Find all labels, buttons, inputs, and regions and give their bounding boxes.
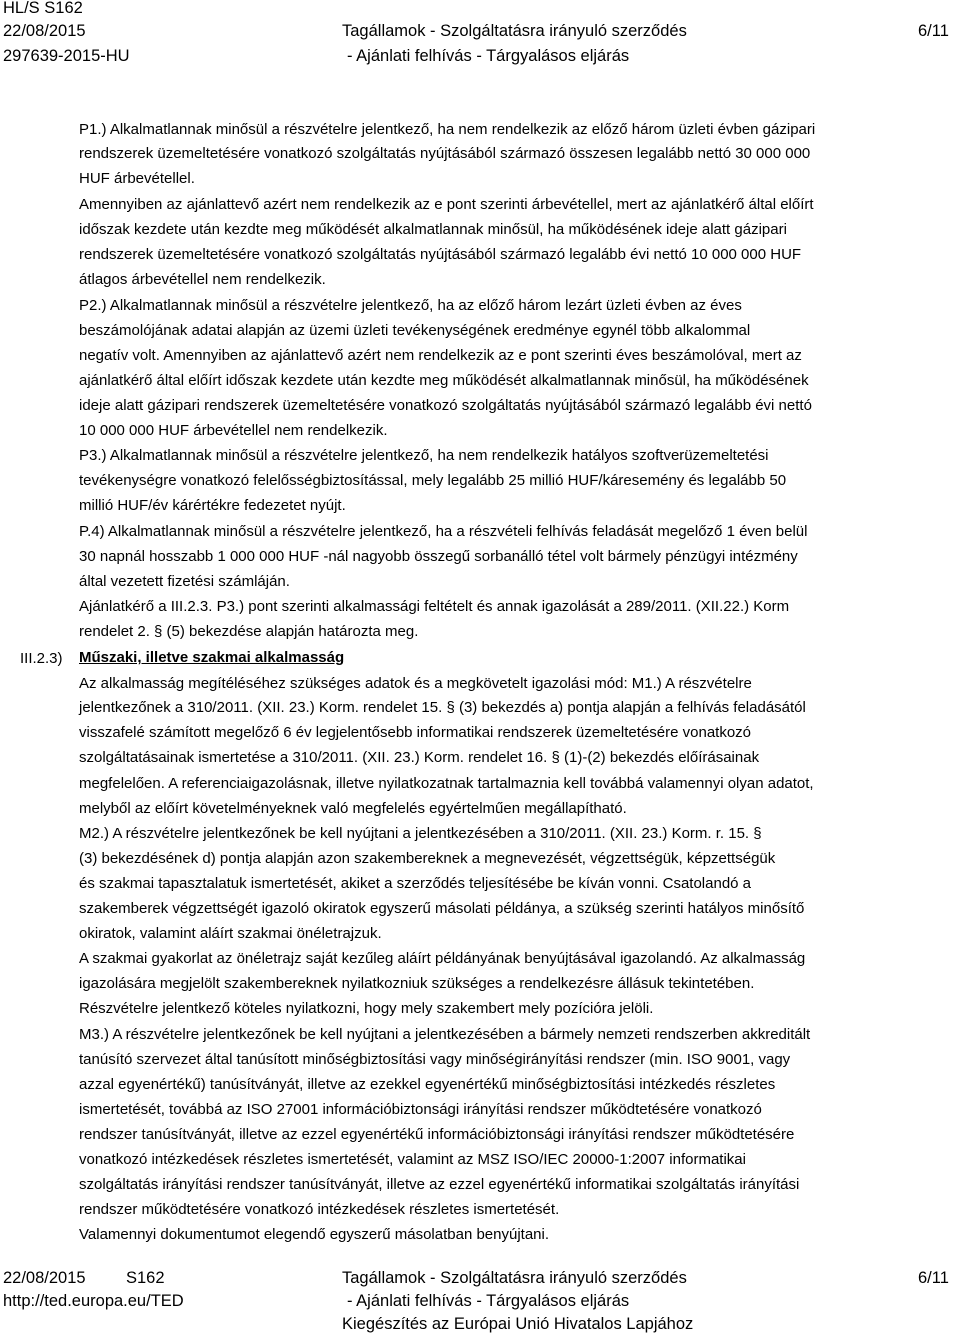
text-line: rendszerek üzemeltetésére vonatkozó szolgáltatás nyújtásából származó összesen legalább nettó 30 000 000 (79, 145, 811, 162)
text-line: és szakmai tapasztalatuk ismertetését, akiket a szerződés teljesítésébe be kíván vonni. Csatolandó a (79, 875, 752, 892)
text-line: P.4) Alkalmatlannak minősül a részvételre jelentkező, ha a részvételi felhívás feladását megelőző 1 éven belül (79, 523, 808, 540)
text-line: melyből az előírt követelményeknek való megfelelés egyértelműen megállapítható. (79, 800, 627, 817)
text-line: negatív volt. Amennyiben az ajánlattevő azért nem rendelkezik az e pont szerinti éves beszámolóval, mert az (79, 347, 802, 364)
text-line: rendszer működtetésére vonatkozó intézkedések részletes ismertetését. (79, 1201, 560, 1218)
text-line: P1.) Alkalmatlannak minősül a részvételre jelentkező, ha nem rendelkezik az előző három üzleti évben gázipari (79, 121, 816, 138)
text-line: P3.) Alkalmatlannak minősül a részvételre jelentkező, ha nem rendelkezik hatályos szoftverüzemeltetési (79, 447, 769, 464)
text-line: ismertetését, továbbá az ISO 27001 információbiztonsági irányítási rendszer működtetésére vonatkozó (79, 1101, 762, 1118)
text-line: Az alkalmasság megítéléséhez szükséges adatok és a megkövetelt igazolási mód: M1.) A részvételre (79, 675, 752, 692)
text-line: rendszerek üzemeltetésére vonatkozó szolgáltatás nyújtásából származó legalább évi nettó 10 000 000 HUF (79, 246, 802, 263)
text-line: átlagos árbevétellel nem rendelkezik. (79, 271, 326, 288)
text-line: időszak kezdete után kezdte meg működését alkalmatlannak minősül, ha működésének ideje alatt gázipari (79, 221, 787, 238)
footer-url-link[interactable]: http://ted.europa.eu/TED (3, 1292, 184, 1310)
text-line: M3.) A részvételre jelentkezőnek be kell nyújtani a jelentkezésében a bármely nemzeti rendszerben akkreditált (79, 1026, 811, 1043)
text-line: Részvételre jelentkező köteles nyilatkozni, hogy mely szakembert mely pozícióra jelöli. (79, 1000, 654, 1017)
text-line: által vezetett fizetési számláján. (79, 573, 290, 590)
header-notice-number: 297639-2015-HU (3, 47, 130, 65)
header-date: 22/08/2015 (3, 22, 86, 40)
text-line: (3) bekezdésének d) pontja alapján azon szakembereknek a megnevezését, végzettségük, képzettségük (79, 850, 776, 867)
text-line: szolgáltatásainak ismertetése a 310/2011. (XII. 23.) Korm. rendelet 16. § (1)-(2) bekezdés előírásainak (79, 749, 760, 766)
text-line: beszámolójának adatai alapján az üzemi üzleti tevékenységének eredménye egynél több alkalommal (79, 322, 751, 339)
text-line: visszafelé számított megelőző 6 év legjelentősebb informatikai rendszerek üzemeltetésére vonatkozó (79, 724, 752, 741)
text-line: HUF árbevétellel. (79, 170, 195, 187)
text-line: jelentkezőnek a 310/2011. (XII. 23.) Korm. rendelet 15. § (3) bekezdés a) pontja alapján a felhívás feladásától (79, 699, 806, 716)
text-line: Amennyiben az ajánlattevő azért nem rendelkezik az e pont szerinti árbevétellel, mert az ajánlatkérő által előírt (79, 196, 814, 213)
section-title: Műszaki, illetve szakmai alkalmasság (79, 649, 345, 666)
text-line: okiratok, valamint aláírt szakmai önéletrajzuk. (79, 925, 382, 942)
text-line: Valamennyi dokumentumot elegendő egyszerű másolatban benyújtani. (79, 1226, 550, 1243)
text-line: A szakmai gyakorlat az önéletrajz saját kezűleg aláírt példányának benyújtásával igazolandó. Az alkalmasság (79, 950, 806, 967)
footer-issue: S162 (126, 1269, 165, 1287)
text-line: rendelet 2. § (5) bekezdése alapján határozta meg. (79, 623, 419, 640)
header-title-line1: Tagállamok - Szolgáltatásra irányuló szerződés (342, 22, 687, 40)
text-line: igazolására megjelölt szakembereknek nyilatkozniuk szükséges a rendelkezésre állásuk tekintetében. (79, 975, 755, 992)
text-line: szakemberek végzettségét igazoló okiratok egyszerű másolati példánya, a szükség szerinti hatályos minősítő (79, 900, 805, 917)
text-line: tanúsító szervezet által tanúsított minőségbiztosítási vagy minőségirányítási rendszer (min. ISO 9001, vagy (79, 1051, 791, 1068)
text-line: megfelelően. A referenciaigazolásnak, illetve nyilatkozatnak tartalmaznia kell továbbá valamennyi olyan adatot, (79, 775, 814, 792)
text-line: 10 000 000 HUF árbevétellel nem rendelkezik. (79, 422, 388, 439)
header-page-number: 6/11 (918, 22, 949, 40)
text-line: P2.) Alkalmatlannak minősül a részvételre jelentkező, ha az előző három lezárt üzleti évben az éves (79, 297, 742, 314)
text-line: rendszer tanúsítványát, illetve az ezzel egyenértékű információbiztonsági irányítási rendszer működtetésére (79, 1126, 795, 1143)
text-line: Ajánlatkérő a III.2.3. P3.) pont szerinti alkalmassági feltételt és annak igazolását a 289/2011. (XII.22.) Korm (79, 598, 790, 615)
header-title-line2: - Ajánlati felhívás - Tárgyalásos eljárás (347, 47, 630, 65)
footer-title-line3: Kiegészítés az Európai Unió Hivatalos Lapjához (342, 1315, 694, 1333)
text-line: tevékenységre vonatkozó felelősségbiztosítással, mely legalább 25 millió HUF/káresemény és legalább 50 (79, 472, 787, 489)
text-line: millió HUF/év kárértékre fedezetet nyújt. (79, 497, 346, 514)
text-line: ideje alatt gázipari rendszerek üzemeltetésére vonatkozó szolgáltatás nyújtásából származó legalább évi nettó (79, 397, 812, 414)
header-doc-code: HL/S S162 (3, 0, 83, 17)
footer-title-line2: - Ajánlati felhívás - Tárgyalásos eljárás (347, 1292, 630, 1310)
footer-date: 22/08/2015 (3, 1269, 86, 1287)
section-number: III.2.3) (20, 650, 63, 667)
text-line: ajánlatkérő által előírt időszak kezdete után kezdte meg működését alkalmatlannak minősül, ha működésének (79, 372, 809, 389)
text-line: vonatkozó intézkedések részletes ismertetését, valamint az MSZ ISO/IEC 20000-1:2007 informatikai (79, 1151, 746, 1168)
text-line: szolgáltatás irányítási rendszer tanúsítványát, illetve az ezzel egyenértékű informatikai szolgáltatás irányítási (79, 1176, 800, 1193)
footer-title-line1: Tagállamok - Szolgáltatásra irányuló szerződés (342, 1269, 687, 1287)
footer-page-number: 6/11 (918, 1269, 949, 1287)
text-line: M2.) A részvételre jelentkezőnek be kell nyújtani a jelentkezésében a 310/2011. (XII. 23.) Korm. r. 15. § (79, 825, 762, 842)
text-line: azzal egyenértékű) tanúsítványát, illetve az ezekkel egyenértékű minőségbiztosítási intézkedés részletes (79, 1076, 776, 1093)
text-line: 30 napnál hosszabb 1 000 000 HUF -nál nagyobb összegű sorbanálló tétel volt bármely pénzügyi intézmény (79, 548, 798, 565)
